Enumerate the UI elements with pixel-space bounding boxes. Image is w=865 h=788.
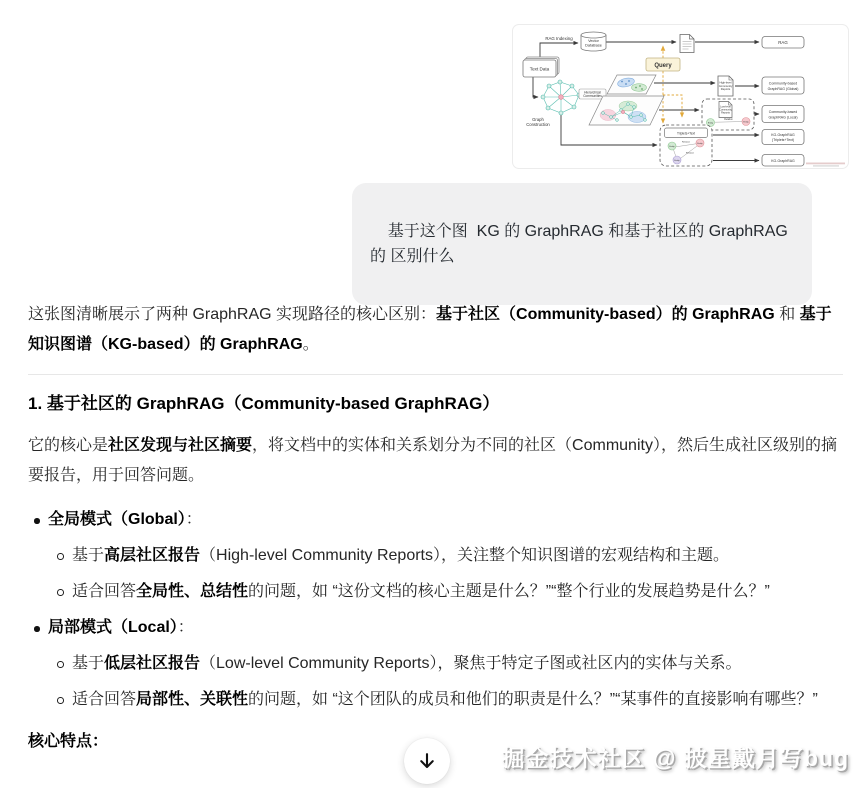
list-item-global-mode [28, 505, 843, 535]
kg-graphrag-node [762, 155, 804, 167]
list-subitem [28, 649, 843, 679]
entity-label: Entity [697, 143, 703, 146]
high-reports-line2: Community [718, 84, 733, 88]
list-item-text: 全局模式（Global）： [48, 511, 202, 528]
bullet-circle-icon [57, 697, 64, 704]
graph-construction-label-1: Graph [532, 117, 544, 122]
page-watermark: 掘金技术社区 @ 披星戴月写bug [501, 745, 849, 771]
knowledge-graph-cluster [526, 80, 581, 127]
list-item-text: 适合回答全局性、总结性的问题，如 “这份文档的核心主题是什么？”“整个行业的发展趋势是什么？” [72, 583, 770, 600]
vector-db-label-1: Vector [588, 39, 599, 43]
list-item-local-mode [28, 613, 843, 643]
low-reports-line3: Reports [721, 111, 730, 115]
section-heading: 1. 基于社区的 GraphRAG（Community-based GraphRAG） [28, 394, 500, 413]
kg-graphrag-triplets-node [762, 130, 804, 145]
list-subitem [28, 685, 843, 715]
assistant-response [28, 300, 843, 757]
entity-label: Entity [743, 121, 749, 124]
local-reports-group [702, 99, 754, 130]
query-node [646, 58, 680, 71]
query-label: Query [654, 62, 672, 69]
list-item-text: 基于高层社区报告（High-level Community Reports），关注整个知识图谱的宏观结构和主题。 [72, 547, 729, 564]
vector-database-node [581, 32, 606, 51]
bullet-list [28, 505, 843, 715]
response-paragraph: 它的核心是社区发现与社区摘要，将文档中的实体和关系划分为不同的社区（Community），然后生成社区级别的摘要报告，用于回答问题。 [28, 437, 837, 484]
relation-label: Relation [681, 141, 691, 144]
high-level-reports-doc [718, 76, 733, 96]
relation-label: Relation [685, 152, 695, 155]
relation-label: Relation [724, 119, 733, 122]
kg-triplets-line2: (Triplets+Text) [771, 138, 795, 142]
hierarchical-line2: Communities [583, 94, 602, 99]
kg-label: KG-GraphRAG [771, 158, 795, 163]
core-features-heading: 核心特点： [28, 733, 109, 750]
high-reports-line3: Reports [720, 88, 731, 92]
bullet-dot-icon [34, 518, 40, 524]
triplets-group [660, 125, 712, 166]
list-subitem [28, 577, 843, 607]
graphrag-diagram-image [513, 25, 848, 168]
kg-triplets-line1: KG-GraphRAG [771, 132, 795, 137]
upper-community-plane [607, 75, 656, 94]
bullet-circle-icon [57, 553, 64, 560]
section-divider [28, 374, 843, 375]
cb-global-line1: Community-based [768, 81, 798, 86]
list-item-text: 局部模式（Local）： [48, 619, 194, 636]
bullet-circle-icon [57, 661, 64, 668]
response-intro-paragraph: 这张图清晰展示了两种 GraphRAG 实现路径的核心区别：基于社区（Community-based）的 GraphRAG 和 基于知识图谱（KG-based）的 GraphRAG。 [28, 306, 832, 353]
entity-label: Entity [707, 122, 714, 125]
hierarchical-line1: Hierarchical [584, 90, 601, 95]
user-uploaded-image[interactable] [513, 25, 848, 168]
list-item-text: 适合回答局部性、关联性的问题，如 “这个团队的成员和他们的职责是什么？”“某事件的直接影响有哪些？” [72, 691, 818, 708]
graph-construction-label-2: Construction [526, 122, 550, 127]
bullet-dot-icon [34, 626, 40, 632]
cb-global-line2: GraphRAG (Global) [767, 86, 799, 91]
cb-local-line2: GraphRAG (Local) [768, 115, 798, 120]
user-message-text: 基于这个图 KG 的 GraphRAG 和基于社区的 GraphRAG 的 区别什么 [370, 223, 793, 265]
query-dashed-arrows [663, 46, 682, 123]
high-reports-line1: High-level [719, 81, 732, 85]
text-data-node [523, 57, 559, 77]
low-reports-line2: Community [719, 108, 732, 112]
arrow-down-icon [416, 750, 438, 772]
bullet-circle-icon [57, 589, 64, 596]
list-subitem [28, 541, 843, 571]
community-based-global-node [762, 77, 804, 94]
rag-label: RAG [778, 39, 788, 45]
low-reports-line1: Low-level [720, 105, 731, 109]
rag-indexing-label: RAG Indexing [545, 36, 573, 41]
scroll-to-bottom-button[interactable] [404, 738, 450, 784]
community-based-local-node [762, 106, 804, 123]
rag-output-node [762, 37, 804, 49]
text-data-label: Text Data [529, 66, 550, 72]
triplets-text-label: Triplets+Text [676, 131, 696, 136]
cb-local-line1: Community-based [768, 109, 798, 114]
user-message-bubble [352, 183, 812, 305]
list-item-text: 基于低层社区报告（Low-level Community Reports），聚焦于特定子图或社区内的实体与关系。 [72, 655, 742, 672]
entity-label: Entity [669, 146, 675, 149]
entity-label: Entity [674, 160, 680, 163]
vector-db-label-2: DataBase [585, 43, 602, 48]
document-icon [680, 35, 694, 53]
lower-community-plane [589, 96, 664, 125]
image-watermark [806, 163, 845, 167]
